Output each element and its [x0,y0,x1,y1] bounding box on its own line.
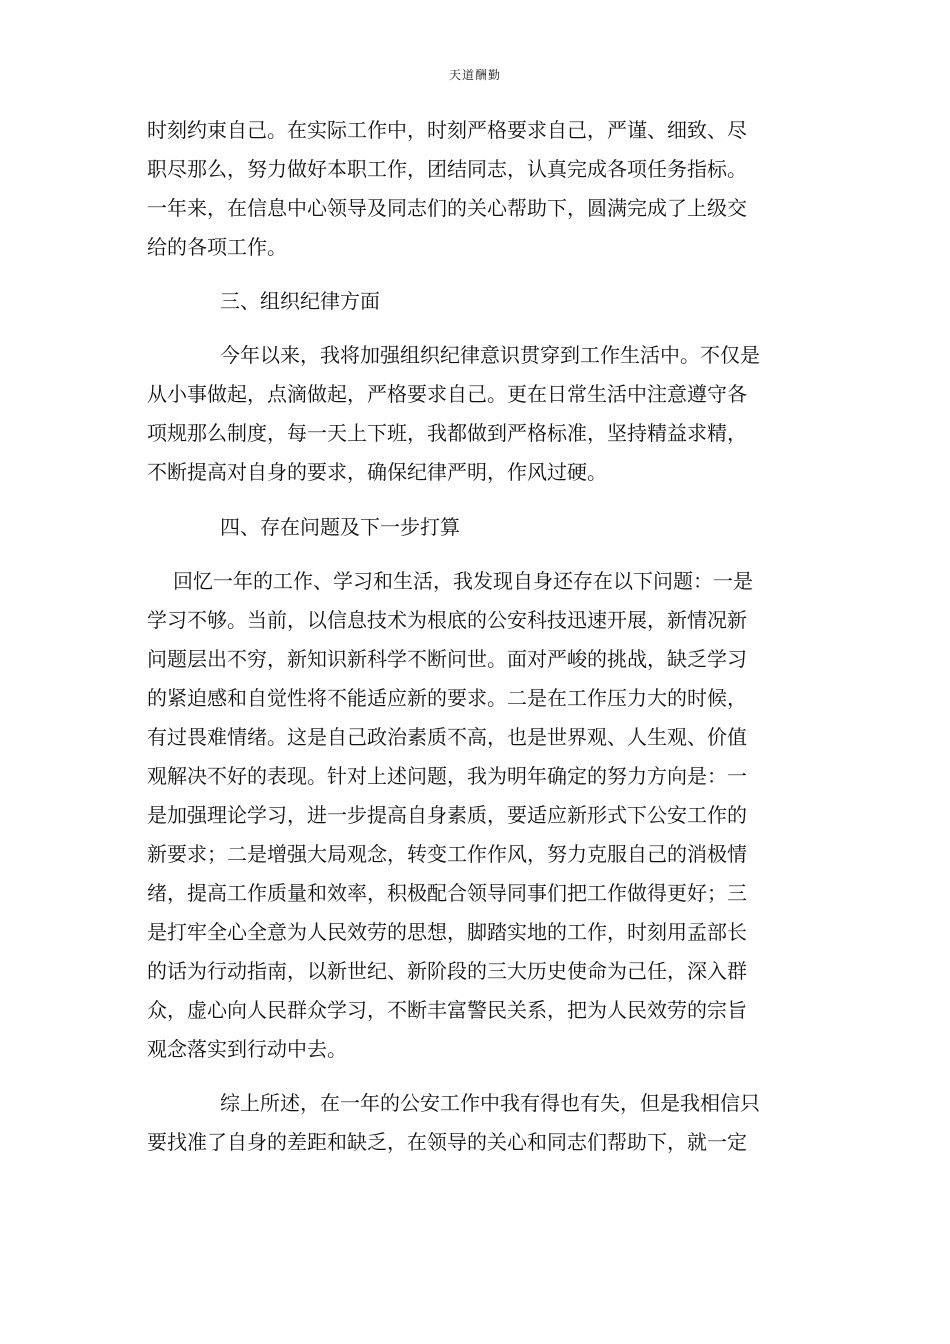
text-line: 回忆一年的工作、学习和生活，我发现自身还存在以下问题：一是 [173,569,753,593]
text-line: 职尽那么，努力做好本职工作，团结同志，认真完成各项任务指标。 [147,157,747,181]
text-line: 观念落实到行动中去。 [147,1037,347,1061]
text-line: 的话为行动指南，以新世纪、新阶段的三大历史使命为己任，深入群 [147,959,747,983]
text-line: 学习不够。当前，以信息技术为根底的公安科技迅速开展，新情况新 [147,608,747,632]
text-line: 新要求；二是增强大局观念，转变工作作风，努力克服自己的消极情 [147,842,747,866]
text-line: 有过畏难情绪。这是自己政治素质不高，也是世界观、人生观、价值 [147,725,747,749]
text-line: 众，虚心向人民群众学习，不断丰富警民关系，把为人民效劳的宗旨 [147,998,747,1022]
text-line: 的紧迫感和自觉性将不能适应新的要求。二是在工作压力大的时候， [147,686,747,710]
section-heading-discipline: 三、组织纪律方面 [220,289,380,313]
text-line: 要找准了自身的差距和缺乏，在领导的关心和同志们帮助下，就一定 [147,1130,747,1154]
text-line: 问题层出不穷，新知识新科学不断问世。面对严峻的挑战，缺乏学习 [147,647,747,671]
text-line: 给的各项工作。 [147,235,287,259]
text-line: 时刻约束自己。在实际工作中，时刻严格要求自己，严谨、细致、尽 [147,118,747,142]
text-line: 今年以来，我将加强组织纪律意识贯穿到工作生活中。不仅是 [220,343,760,367]
text-line: 从小事做起，点滴做起，严格要求自己。更在日常生活中注意遵守各 [147,382,747,406]
text-line: 综上所述，在一年的公安工作中我有得也有失，但是我相信只 [220,1091,760,1115]
text-line: 一年来，在信息中心领导及同志们的关心帮助下，圆满完成了上级交 [147,196,747,220]
section-heading-problems: 四、存在问题及下一步打算 [220,515,460,539]
text-line: 是打牢全心全意为人民效劳的思想，脚踏实地的工作，时刻用孟部长 [147,920,747,944]
text-line: 绪，提高工作质量和效率，积极配合领导同事们把工作做得更好；三 [147,881,747,905]
text-line: 不断提高对自身的要求，确保纪律严明，作风过硬。 [147,460,607,484]
text-line: 是加强理论学习，进一步提高自身素质，要适应新形式下公安工作的 [147,803,747,827]
text-line: 项规那么制度，每一天上下班，我都做到严格标准，坚持精益求精， [147,421,747,445]
text-line: 观解决不好的表现。针对上述问题，我为明年确定的努力方向是：一 [147,764,747,788]
page-header: 天道酬勤 [448,68,501,82]
